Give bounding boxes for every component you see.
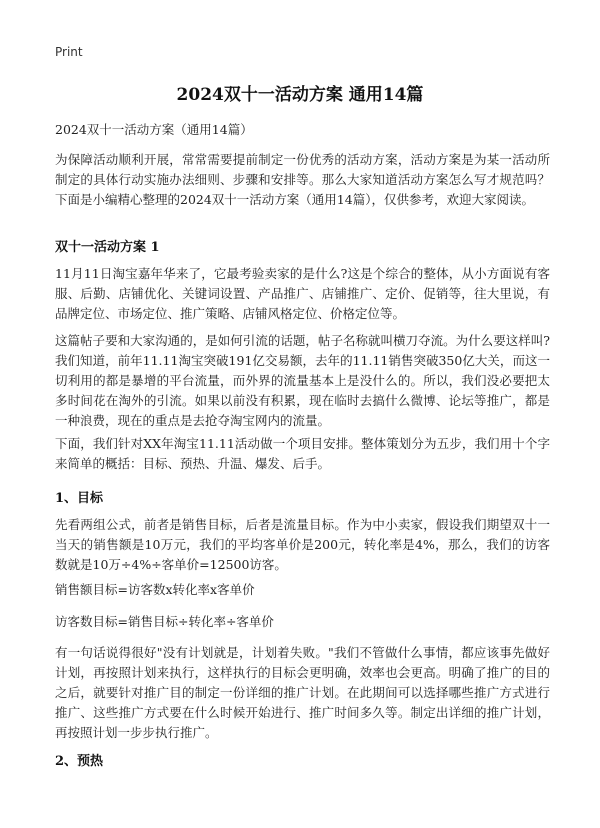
section-1-heading: 双十一活动方案 1 [55,240,160,255]
preheat-heading: 2、预热 [55,754,104,769]
goal-paragraph-1: 先看两组公式，前者是销售目标，后者是流量目标。作为中小卖家，假设我们期望双十一当天的销售额是10万元，我们的平均客单价是200元，转化率是4%，那么，我们的访客数就是10万÷4%÷客单价=12500访客。 [55,517,550,572]
visitor-target-formula: 访客数目标=销售目标÷转化率÷客单价 [55,614,274,629]
goal-heading: 1、目标 [55,491,104,506]
document-subtitle: 2024双十一活动方案（通用14篇） [55,122,253,137]
sales-target-formula: 销售额目标=访客数x转化率x客单价 [55,582,255,597]
section-1-paragraph-3: 下面，我们针对XX年淘宝11.11活动做一个项目安排。整体策划分为五步，我们用十个字来简单的概括：目标、预热、升温、爆发、后手。 [55,436,550,471]
goal-paragraph-2: 有一句话说得很好"没有计划就是，计划着失败。"我们不管做什么事情，都应该事先做好计划，再按照计划来执行，这样执行的目标会更明确，效率也会更高。明确了推广的目的之后，就要针对推广目的制定一份详细的推广计划。在此期间可以选择哪些推广方式进行推广、这些推广方式要在什么时候开始进行、推广时间多久等。制定出详细的推广计划，再按照计划一步步执行推广。 [55,645,550,740]
document-title: 2024双十一活动方案 通用14篇 [176,85,424,105]
section-1-paragraph-2: 这篇帖子要和大家沟通的，是如何引流的话题，帖子名称就叫横刀夺流。为什么要这样叫?我们知道，前年11.11淘宝突破191亿交易额，去年的11.11销售突破350亿大关，而这一切利用的都是暴增的平台流量，而外界的流量基本上是没什么的。所以，我们没必要把太多时间花在淘外的引流。如果以前没有积累，现在临时去搞什么微博、论坛等推广，都是一种浪费，现在的重点是去抢夺淘宝网内的流量。 [55,333,550,428]
section-1-paragraph-1: 11月11日淘宝嘉年华来了，它最考验卖家的是什么?这是个综合的整体，从小方面说有客服、后勤、店铺优化、关键词设置、产品推广、店铺推广、定价、促销等，往大里说，有品牌定位、市场定位、推广策略、店铺风格定位、价格定位等。 [55,266,550,321]
intro-paragraph: 为保障活动顺利开展，常常需要提前制定一份优秀的活动方案，活动方案是为某一活动所制定的具体行动实施办法细则、步骤和安排等。那么大家知道活动方案怎么写才规范吗？下面是小编精心整理的2024双十一活动方案（通用14篇），仅供参考，欢迎大家阅读。 [55,152,550,207]
print-label: Print [55,45,83,59]
